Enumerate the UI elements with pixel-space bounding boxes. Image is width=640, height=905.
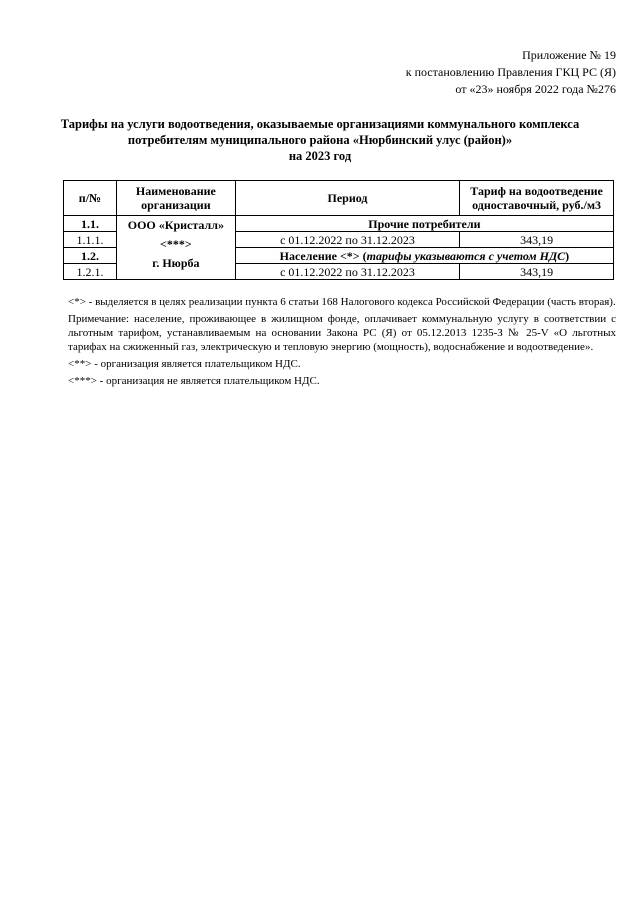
table-header-row (64, 181, 614, 216)
organization-cell (116, 216, 235, 280)
period-cell: с 01.12.2022 по 31.12.2023 (235, 232, 459, 248)
org-city: г. Нюрба (152, 256, 200, 270)
population-close-paren: ) (565, 248, 570, 263)
row-number: 1.1. (64, 216, 117, 232)
org-name: ООО «Кристалл» (127, 218, 224, 232)
population-label: Население <*> ( (279, 248, 367, 263)
row-number: 1.2.1. (64, 264, 117, 280)
title-line-1: Тарифы на услуги водоотведения, оказываемые организациями коммунального комплекса (60, 117, 580, 131)
table-row (64, 216, 614, 232)
org-vat-mark: <***> (160, 237, 192, 251)
header-num: п/№ (64, 181, 117, 216)
tariff-cell: 343,19 (460, 264, 614, 280)
footnote-non-vat-payer: <***> - организация не является плательщиком НДС. (68, 375, 320, 387)
appendix-date: от «23» ноября 2022 года №276 (455, 82, 616, 96)
appendix-resolution: к постановлению Правления ГКЦ РС (Я) (405, 65, 616, 79)
header-org: Наименование организации (116, 181, 235, 216)
tariff-cell: 343,19 (460, 232, 614, 248)
footnote-vat-payer: <**> - организация является плательщиком НДС. (68, 358, 301, 370)
footnotes (68, 295, 616, 391)
appendix-number: Приложение № 19 (522, 48, 616, 62)
title-line-2: потребителям муниципального района «Нюрбинский улус (район)» (127, 133, 513, 147)
tariff-table (63, 180, 614, 280)
consumer-group-other: Прочие потребители (235, 216, 613, 232)
document-title (60, 116, 580, 164)
consumer-group-population (235, 248, 613, 264)
row-number: 1.2. (64, 248, 117, 264)
footnote-vat-allocation: <*> - выделяется в целях реализации пункта 6 статьи 168 Налогового кодекса Российской Федерации (часть вторая). (68, 296, 616, 308)
period-cell: с 01.12.2022 по 31.12.2023 (235, 264, 459, 280)
population-vat-note: тарифы указываются с учетом НДС (366, 248, 566, 263)
appendix-reference (406, 47, 616, 98)
row-number: 1.1.1. (64, 232, 117, 248)
header-period: Период (235, 181, 459, 216)
footnote-population-note: Примечание: население, проживающее в жилищном фонде, оплачивает коммунальную услугу в соответствии с льготным тарифом, устанавливаемым на основании Закона РС (Я) от 05.12.2013 1235-З № 25-V «О льготных тарифах на сжиженный газ, электрическую и тепловую энергию (мощность), водоснабжение и водоотведение». (68, 313, 616, 353)
title-line-3: на 2023 год (288, 149, 352, 163)
header-tariff: Тариф на водоотведение одноставочный, руб./м3 (460, 181, 614, 216)
